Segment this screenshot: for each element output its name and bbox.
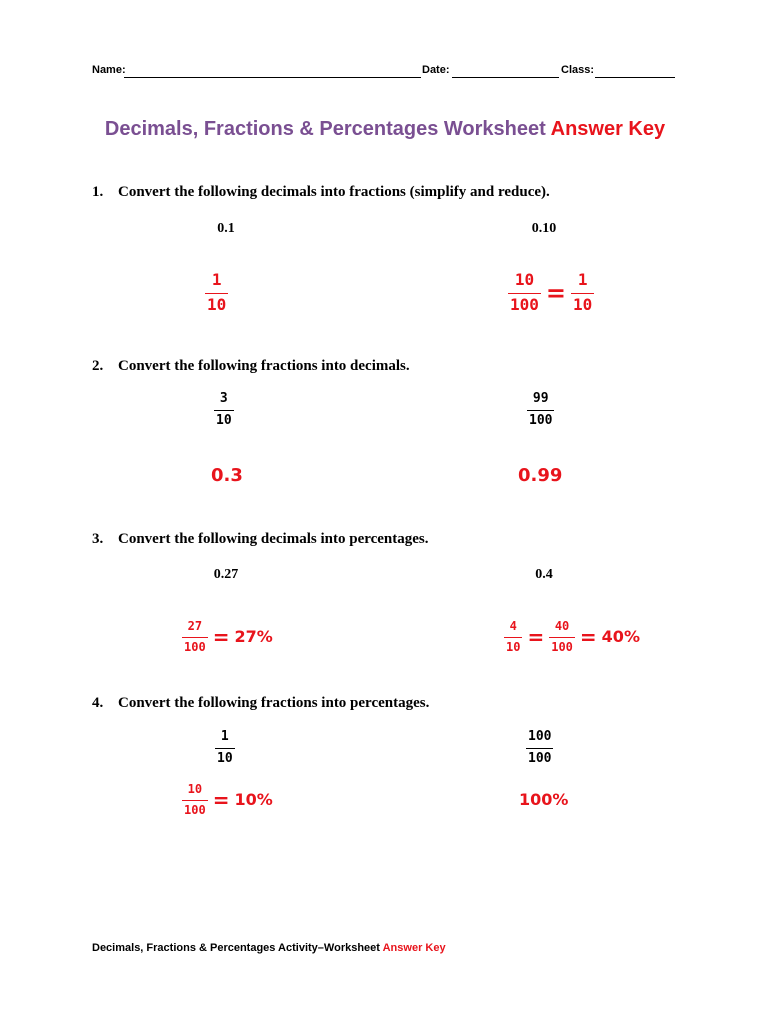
- numerator: 40: [554, 619, 570, 633]
- q4-left-percentage: 10%: [234, 790, 273, 810]
- denominator: 10: [573, 294, 593, 314]
- question-4-number: 4.: [92, 695, 104, 711]
- denominator: 100: [510, 294, 539, 314]
- question-4-text: Convert the following fractions into percentages.: [118, 695, 430, 711]
- q4-left-given-fraction: [215, 730, 235, 765]
- q3-left-percentage: 27%: [234, 627, 273, 647]
- numerator: 1: [211, 270, 222, 289]
- q4-left-fraction: [182, 783, 208, 816]
- fraction-bar: [205, 293, 228, 294]
- denominator: 100: [529, 412, 553, 428]
- page-title: [0, 118, 770, 141]
- numerator: 1: [220, 729, 229, 744]
- denominator: 100: [184, 639, 206, 654]
- question-2-number: 2.: [92, 358, 104, 374]
- name-line: [124, 77, 421, 78]
- title-main: Decimals, Fractions & Percentages Worksheet: [104, 118, 546, 140]
- q4-right-answer: 100%: [519, 790, 569, 809]
- fraction-bar: [526, 748, 553, 749]
- equals-sign: =: [527, 624, 545, 649]
- question-2: [92, 358, 410, 375]
- numerator: 10: [514, 270, 535, 289]
- numerator: 4: [509, 619, 517, 633]
- fraction-bar: [571, 293, 594, 294]
- numerator: 100: [528, 729, 552, 744]
- fraction-bar: [527, 410, 554, 411]
- footer-answer-key: Answer Key: [382, 942, 446, 954]
- denominator: 100: [184, 802, 206, 817]
- numerator: 1: [577, 270, 588, 289]
- q2-right-given-fraction: [527, 392, 554, 427]
- footer-main: Decimals, Fractions & Percentages Activity–Worksheet: [92, 942, 380, 954]
- denominator: 10: [207, 294, 227, 314]
- numerator: 99: [532, 391, 549, 406]
- q2-right-answer: 0.99: [518, 465, 563, 486]
- fraction-bar: [182, 800, 208, 801]
- question-1-number: 1.: [92, 184, 104, 200]
- q3-left-fraction: [182, 620, 208, 653]
- q2-left-answer: 0.3: [211, 465, 243, 486]
- denominator: 10: [506, 639, 521, 654]
- question-3-number: 3.: [92, 531, 104, 547]
- fraction-bar: [504, 637, 522, 638]
- q3-right-answer: [504, 620, 640, 653]
- fraction-bar: [215, 748, 235, 749]
- q1-right-answer: [508, 272, 594, 314]
- date-label: Date:: [422, 64, 450, 76]
- equals-sign: =: [212, 787, 230, 812]
- name-label: Name:: [92, 64, 126, 76]
- equals-sign: =: [545, 278, 567, 307]
- equals-sign: =: [212, 624, 230, 649]
- question-1: [92, 184, 550, 201]
- q3-right-fraction-1: [504, 620, 522, 653]
- fraction-bar: [214, 410, 234, 411]
- q4-right-given-fraction: [526, 730, 553, 765]
- q3-right-percentage: 40%: [601, 627, 640, 647]
- fraction-bar: [549, 637, 575, 638]
- q1-right-fraction-1: [508, 272, 541, 314]
- numerator: 3: [219, 391, 228, 406]
- question-3-text: Convert the following decimals into percentages.: [118, 531, 429, 547]
- q3-left-answer: [182, 620, 273, 653]
- numerator: 27: [187, 619, 203, 633]
- denominator: 100: [528, 750, 552, 766]
- question-3: [92, 531, 429, 548]
- date-line: [452, 77, 559, 78]
- q2-left-given: [214, 392, 234, 427]
- q1-left-answer: [205, 272, 228, 314]
- footer: [92, 942, 446, 954]
- denominator: 10: [217, 750, 233, 766]
- fraction-bar: [182, 637, 208, 638]
- q4-left-given: [215, 730, 235, 765]
- q2-right-given: [527, 392, 554, 427]
- question-4: [92, 695, 429, 712]
- fraction-bar: [508, 293, 541, 294]
- denominator: 100: [551, 639, 573, 654]
- numerator: 10: [187, 782, 203, 796]
- question-2-text: Convert the following fractions into decimals.: [118, 358, 410, 374]
- q1-left-fraction: [205, 272, 228, 314]
- question-1-text: Convert the following decimals into fractions (simplify and reduce).: [118, 184, 550, 200]
- q3-right-given: 0.4: [535, 567, 553, 582]
- q3-right-fraction-2: [549, 620, 575, 653]
- q4-right-given: [526, 730, 553, 765]
- q3-left-given: 0.27: [213, 567, 239, 582]
- title-answer-key: Answer Key: [550, 118, 666, 140]
- q1-left-given: 0.1: [217, 221, 235, 236]
- q1-right-given: 0.10: [531, 221, 557, 236]
- equals-sign: =: [579, 624, 597, 649]
- denominator: 10: [216, 412, 232, 428]
- class-line: [595, 77, 675, 78]
- q4-left-answer: [182, 783, 273, 816]
- q1-right-fraction-2: [571, 272, 594, 314]
- class-label: Class:: [561, 64, 595, 76]
- q2-left-given-fraction: [214, 392, 234, 427]
